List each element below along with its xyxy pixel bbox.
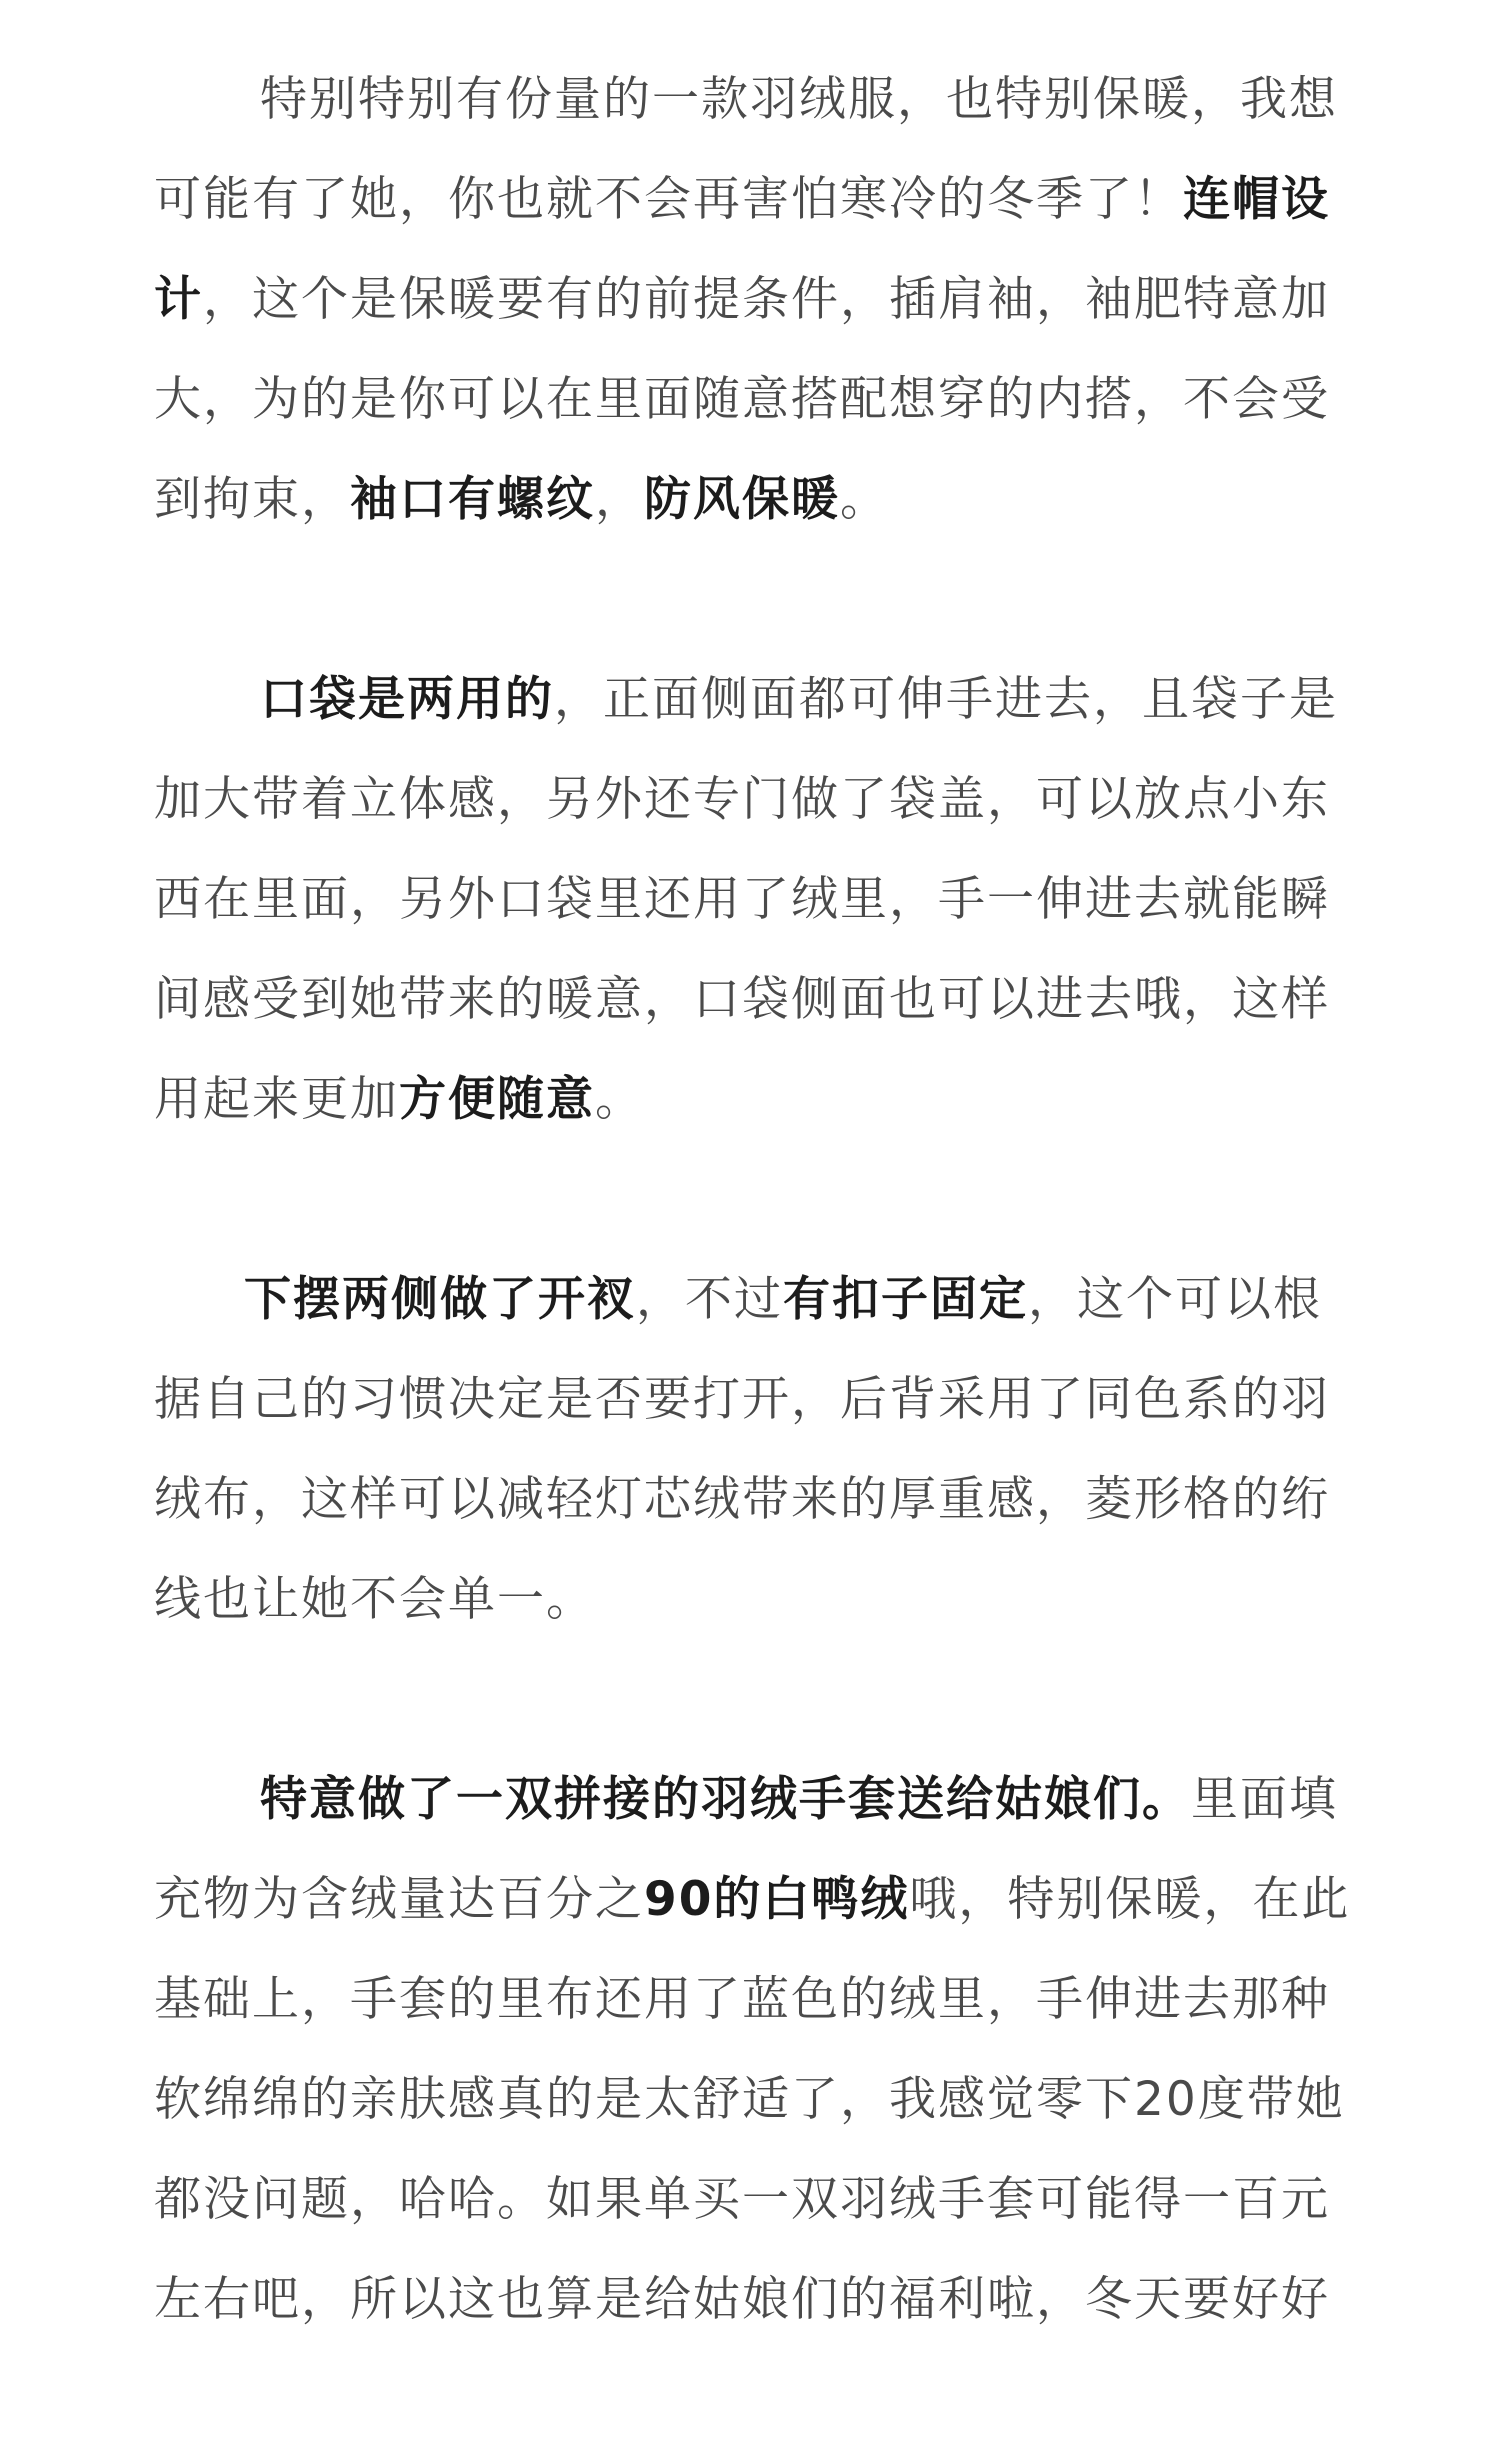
text-segment: 。 (595, 1072, 644, 1127)
paragraph-hood-design (154, 50, 1366, 550)
text-segment: 。 (840, 472, 889, 527)
highlight-text: 袖口有螺纹 (350, 472, 595, 527)
text-segment: ，正面侧面都可伸手进去，且袋子是加大带着立体感，另外还专门做了袋盖，可以放点小东西在里面，另外口袋里还用了绒里，手一伸进去就能瞬间感受到她带来的暖意，口袋侧面也可以进去哦，这样用起来更加 (154, 672, 1338, 1127)
paragraph-gloves (154, 1750, 1366, 2350)
text-segment: ，这个是保暖要有的前提条件，插肩袖，袖肥特意加大，为的是你可以在里面随意搭配想穿的内搭，不会受到拘束， (154, 272, 1330, 527)
text-segment: ，不过 (636, 1272, 783, 1327)
highlight-text: 口袋是两用的 (260, 672, 554, 727)
highlight-text: 方便随意 (399, 1072, 595, 1127)
highlight-text: 防风保暖 (644, 472, 840, 527)
text-segment: ， (595, 472, 644, 527)
highlight-text: 有扣子固定 (783, 1272, 1028, 1327)
text-segment: 里面填充物为含绒量达百分之 (154, 1772, 1338, 1927)
highlight-text: 90的白鸭绒 (644, 1872, 910, 1927)
paragraph-hem-slits (154, 1250, 1366, 1650)
highlight-text: 特意做了一双拼接的羽绒手套送给姑娘们。 (260, 1772, 1191, 1827)
text-segment: ，这个可以根据自己的习惯决定是否要打开，后背采用了同色系的羽绒布，这样可以减轻灯芯绒带来的厚重感，菱形格的绗线也让她不会单一。 (154, 1272, 1330, 1627)
highlight-text: 下摆两侧做了开衩 (244, 1272, 636, 1327)
article-body (154, 50, 1366, 2450)
text-segment: 特别特别有份量的一款羽绒服，也特别保暖，我想可能有了她，你也就不会再害怕寒冷的冬季了！ (154, 72, 1338, 227)
highlight-text: 连帽设计 (154, 172, 1330, 327)
text-segment: 哦，特别保暖，在此基础上，手套的里布还用了蓝色的绒里，手伸进去那种软绵绵的亲肤感真的是太舒适了，我感觉零下20度带她都没问题，哈哈。如果单买一双羽绒手套可能得一百元左右吧，所以这也算是给姑娘们的福利啦，冬天要好好 (154, 1872, 1351, 2327)
paragraph-pockets (154, 650, 1366, 1150)
